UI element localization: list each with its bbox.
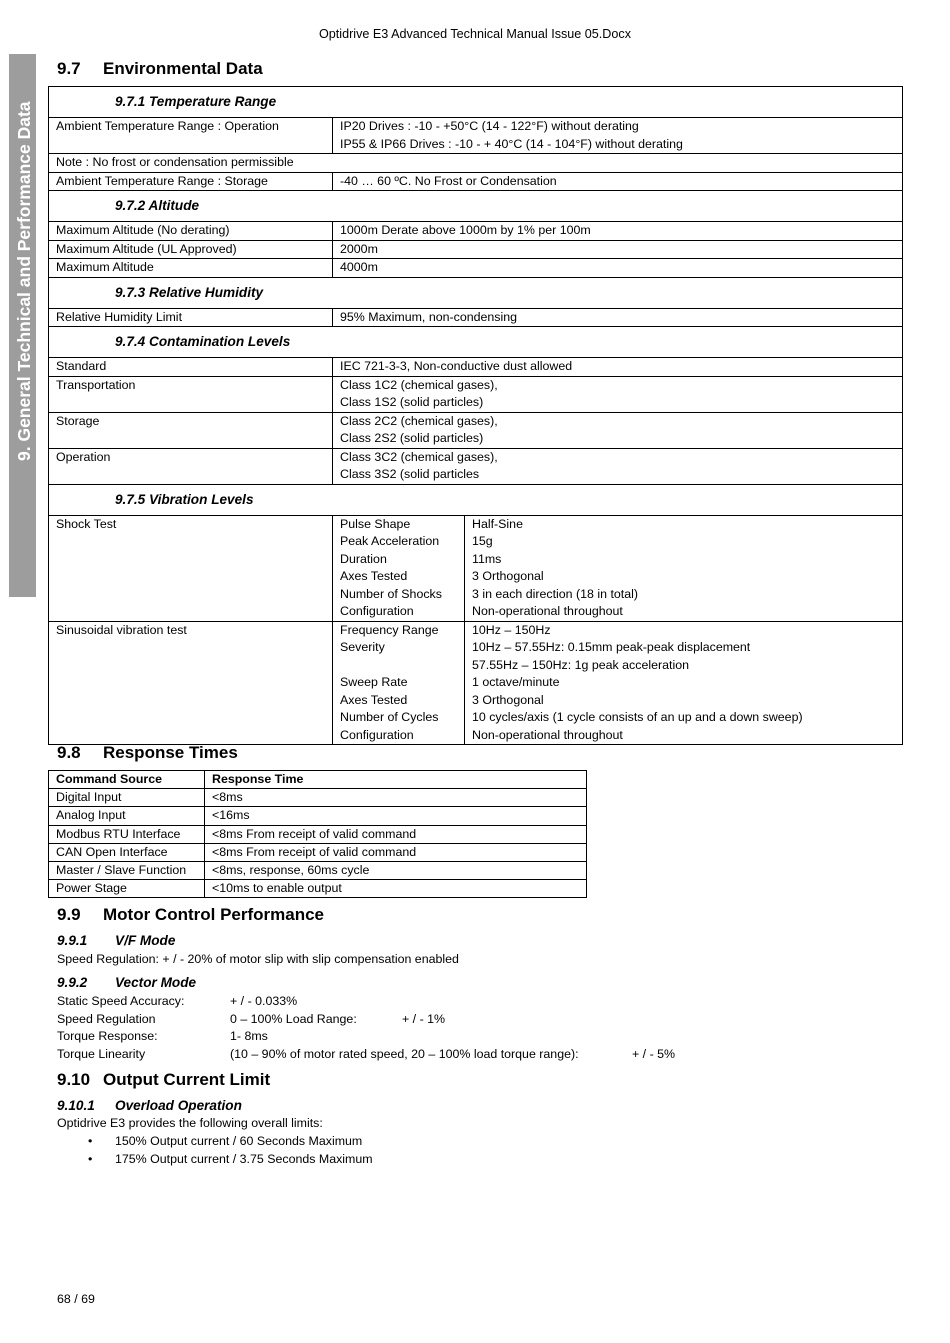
subsection-row [49,327,903,358]
param-line: Axes Tested [340,692,408,707]
column-header: Command Source [49,771,205,789]
section-title: Response Times [103,743,238,762]
table-row [49,862,587,880]
param-line: Pulse Shape [340,516,411,531]
subsection-row [49,191,903,222]
spec-value: + / - 0.033% [230,994,298,1008]
row-label: Shock Test [49,515,333,621]
table-row [49,222,903,241]
value-line: Half-Sine [472,516,523,531]
value-line: Class 3S2 (solid particles [340,467,480,481]
page-number: 68 / 69 [57,1292,95,1306]
section-heading-9-7 [57,59,263,79]
spec-value: 0 – 100% Load Range: [230,1012,357,1026]
param-cell [333,515,465,621]
value-line: Class 2C2 (chemical gases), [340,413,498,428]
value-line: Class 1S2 (solid particles) [340,395,484,409]
value-line: Class 1C2 (chemical gases), [340,377,498,392]
environmental-data-table [48,86,903,745]
section-number: 9.9 [57,905,81,924]
table-row [49,807,587,825]
row-value [333,448,903,484]
document-header: Optidrive E3 Advanced Technical Manual Issue 05.Docx [319,27,631,41]
table-row [49,880,587,898]
param-line: Axes Tested [340,569,408,583]
param-line: Peak Acceleration [340,534,440,548]
row-label: Ambient Temperature Range : Storage [49,172,333,191]
section-number: 9.7 [57,59,81,78]
note-cell: Note : No frost or condensation permissible [49,154,903,173]
subsection-title: Vector Mode [115,975,197,990]
value-line: 10 cycles/axis (1 cycle consists of an up and a down sweep) [472,710,803,724]
value-line: 10Hz – 150Hz [472,622,551,637]
value-line: 15g [472,534,493,548]
row-label: Transportation [49,376,333,412]
subsection-number: 9.9.1 [57,933,88,948]
section-heading-9-9 [57,905,324,925]
subsection-row [49,277,903,308]
table-row [49,240,903,259]
param-line: Frequency Range [340,622,439,637]
param-line: Duration [340,551,387,566]
spec-value: 1- 8ms [230,1029,268,1043]
section-heading-9-8 [57,743,238,763]
list-item-text: 175% Output current / 3.75 Seconds Maximum [115,1152,373,1166]
subsection-title: 9.7.3 Relative Humidity [49,277,903,308]
value-line: IP20 Drives : -10 - +50°C (14 - 122°F) without derating [340,119,639,133]
value-line: Non-operational throughout [472,727,623,742]
bullet-icon: • [88,1152,93,1166]
value-line: 3 Orthogonal [472,692,544,707]
subsection-heading-9-9-2 [57,975,196,990]
cell: <8ms From receipt of valid command [205,843,587,861]
response-times-table [48,770,587,898]
param-line: Sweep Rate [340,675,408,689]
subsection-title: V/F Mode [115,933,176,948]
row-value: 2000m [333,240,903,259]
param-line: Configuration [340,727,414,742]
row-label: Relative Humidity Limit [49,308,333,327]
spec-extra: + / - 1% [402,1012,446,1026]
subsection-title: 9.7.5 Vibration Levels [49,484,903,515]
table-row [49,515,903,621]
section-number: 9.10 [57,1070,91,1089]
row-label: Maximum Altitude (No derating) [49,222,333,241]
subsection-number: 9.10.1 [57,1098,95,1113]
param-line [340,657,457,675]
param-line: Number of Cycles [340,710,439,724]
spec-label: Speed Regulation [57,1012,156,1026]
section-number: 9.8 [57,743,81,762]
value-line: 1 octave/minute [472,675,560,689]
row-value: 1000m Derate above 1000m by 1% per 100m [333,222,903,241]
section-title: Output Current Limit [103,1070,271,1089]
table-row [49,308,903,327]
value-cell [465,621,903,745]
table-row [49,376,903,412]
table-row [49,259,903,278]
value-line: Non-operational throughout [472,604,623,618]
row-label: Operation [49,448,333,484]
subsection-title: 9.7.4 Contamination Levels [49,327,903,358]
subsection-title: 9.7.1 Temperature Range [49,87,903,118]
row-label: Maximum Altitude [49,259,333,278]
list-item-text: 150% Output current / 60 Seconds Maximum [115,1134,363,1148]
table-row [49,825,587,843]
row-label: Maximum Altitude (UL Approved) [49,240,333,259]
cell: Analog Input [49,807,205,825]
section-title: Motor Control Performance [103,905,325,924]
table-header-row [49,771,587,789]
cell: <8ms, response, 60ms cycle [205,862,587,880]
cell: <16ms [205,807,587,825]
value-line: 11ms [472,551,502,566]
spec-extra: + / - 5% [632,1047,676,1061]
row-value [333,118,903,154]
value-line: 57.55Hz – 150Hz: 1g peak acceleration [472,657,689,672]
row-value: IEC 721-3-3, Non-conductive dust allowed [333,358,903,377]
row-label: Sinusoidal vibration test [49,621,333,745]
value-line: IP55 & IP66 Drives : -10 - + 40°C (14 - 104°F) without derating [340,136,683,151]
row-label: Standard [49,358,333,377]
table-row [49,789,587,807]
spec-value: (10 – 90% of motor rated speed, 20 – 100% load torque range): [230,1047,579,1061]
spec-label: Torque Response: [57,1029,158,1043]
table-row [49,843,587,861]
subsection-heading-9-10-1 [57,1098,242,1113]
value-line: Class 3C2 (chemical gases), [340,449,498,464]
subsection-row [49,87,903,118]
cell: Modbus RTU Interface [49,825,205,843]
row-value: 4000m [333,259,903,278]
table-row [49,172,903,191]
subsection-title: 9.7.2 Altitude [49,191,903,222]
cell: Power Stage [49,880,205,898]
cell: Master / Slave Function [49,862,205,880]
table-row [49,154,903,173]
row-label: Ambient Temperature Range : Operation [49,118,333,154]
param-cell [333,621,465,745]
cell: <8ms [205,789,587,807]
row-value: -40 … 60 ºC. No Frost or Condensation [333,172,903,191]
param-line: Configuration [340,604,414,618]
cell: <10ms to enable output [205,880,587,898]
value-line: 3 Orthogonal [472,569,544,583]
table-row [49,358,903,377]
table-row [49,448,903,484]
list-item [88,1134,362,1148]
cell: Digital Input [49,789,205,807]
spec-label: Static Speed Accuracy: [57,994,185,1008]
row-value: 95% Maximum, non-condensing [333,308,903,327]
param-line: Number of Shocks [340,586,442,601]
value-cell [465,515,903,621]
vf-mode-text: Speed Regulation: + / - 20% of motor slip with slip compensation enabled [57,952,459,966]
subsection-number: 9.9.2 [57,975,88,990]
table-row [49,118,903,154]
subsection-row [49,484,903,515]
chapter-sidebar-label: 9. General Technical and Performance Data [14,101,34,461]
row-label: Storage [49,412,333,448]
bullet-icon: • [88,1134,93,1148]
overload-intro: Optidrive E3 provides the following overall limits: [57,1116,323,1130]
cell: CAN Open Interface [49,843,205,861]
row-value [333,412,903,448]
subsection-title: Overload Operation [115,1098,242,1113]
subsection-heading-9-9-1 [57,933,175,948]
list-item [88,1152,373,1166]
spec-label: Torque Linearity [57,1047,146,1061]
param-line: Severity [340,640,385,654]
column-header: Response Time [205,771,587,789]
value-line: 10Hz – 57.55Hz: 0.15mm peak-peak displacement [472,640,751,654]
value-line: Class 2S2 (solid particles) [340,431,484,445]
cell: <8ms From receipt of valid command [205,825,587,843]
table-row [49,621,903,745]
table-row [49,412,903,448]
value-line: 3 in each direction (18 in total) [472,586,638,601]
section-heading-9-10 [57,1070,270,1090]
section-title: Environmental Data [103,59,263,78]
row-value [333,376,903,412]
